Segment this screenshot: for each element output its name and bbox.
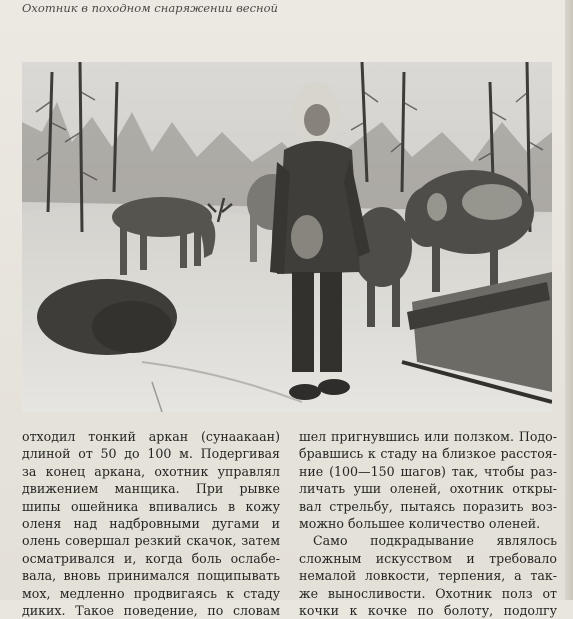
text-line: шипы ошейника впивались в кожу	[22, 498, 280, 514]
photo-caption: Охотник в походном снаряжении весной	[22, 1, 278, 15]
text-line: немалой ловкости, терпения, а так-	[299, 568, 557, 584]
text-line: сложным искусством и требовало	[299, 550, 557, 566]
text-line: можно большее количество оленей.	[299, 516, 541, 532]
text-line: же выносливости. Охотник полз от	[299, 585, 557, 601]
text-line: мох, медленно продвигаясь к стаду	[22, 585, 280, 601]
text-line: отходил тонкий аркан (сунаакаан)	[22, 429, 280, 444]
text-column-right	[299, 428, 557, 619]
text-line: вал стрельбу, пытаясь поразить воз-	[299, 498, 557, 514]
text-line: ние (100—150 шагов) так, чтобы раз-	[299, 463, 557, 479]
text-line: Само подкрадывание являлось	[313, 533, 557, 549]
text-line: за конец аркана, охотник управлял	[22, 463, 280, 479]
text-line: длиной от 50 до 100 м. Подергивая	[22, 446, 280, 462]
text-column-left	[22, 428, 280, 619]
text-line: кочки к кочке по болоту, подолгу	[299, 603, 557, 619]
text-line: шел пригнувшись или ползком. Подо-	[299, 429, 557, 444]
page-spine	[565, 0, 573, 600]
hunter-reindeer-photo	[22, 62, 552, 412]
photo-illustration	[22, 62, 552, 412]
text-line: оленя над надбровными дугами и	[22, 516, 280, 532]
text-line: вала, вновь принимался пощипывать	[22, 568, 280, 584]
text-line: движением манщика. При рывке	[22, 481, 280, 497]
text-line: диких. Такое поведение, по словам	[22, 603, 280, 619]
text-line: олень совершал резкий скачок, затем	[22, 533, 280, 549]
text-line: бравшись к стаду на близкое расстоя-	[299, 446, 557, 462]
text-line: осматривался и, когда боль ослабе-	[22, 550, 280, 566]
text-line: личать уши оленей, охотник откры-	[299, 481, 557, 497]
